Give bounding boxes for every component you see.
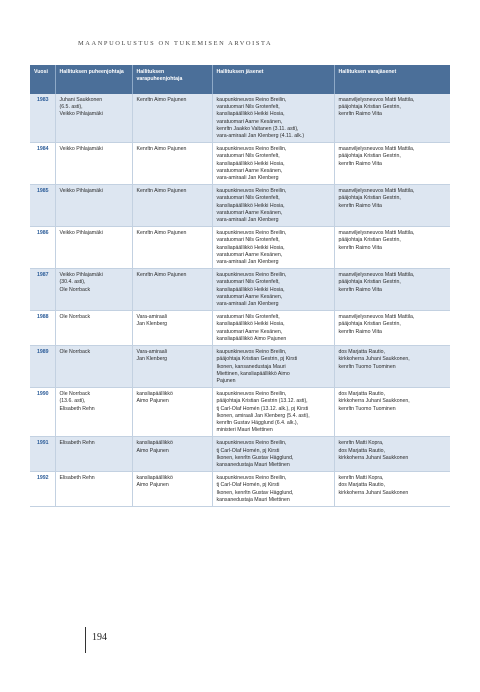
- cell-text-line: kenrltn Raimo Viita: [338, 202, 382, 209]
- cell-text-line: Veikko Pihlajamäki: [59, 188, 103, 195]
- deputy-members-cell: [334, 311, 450, 346]
- members-cell: [212, 346, 334, 388]
- cell-text-line: kansliapäällikkö Heikki Hosia,: [216, 286, 285, 293]
- cell-text-line: kaupunkineuvos Reino Breilin,: [216, 272, 287, 279]
- cell-text-line: kaupunkineuvos Reino Breilin,: [216, 230, 287, 237]
- year-cell: 1992: [30, 472, 55, 507]
- cell-text-line: varatuomari Nils Grotenfelt,: [216, 104, 280, 111]
- cell-text-line: varatuomari Nils Grotenfelt,: [216, 314, 280, 321]
- members-cell: [212, 437, 334, 472]
- cell-text-line: Pajunen: [216, 377, 236, 384]
- cell-text-line: pääjohtaja Kristian Gestrin,: [338, 195, 401, 202]
- table-row: [30, 437, 450, 472]
- cell-text-line: varatuomari Nils Grotenfelt,: [216, 153, 280, 160]
- vice-chair-cell: [132, 472, 212, 507]
- column-header-deputy-members: Hallituksen varajäsenet: [334, 65, 450, 94]
- cell-text-line: ministeri Mauri Miettinen: [216, 427, 273, 434]
- cell-text-line: kaupunkineuvos Reino Breilin,: [216, 97, 287, 103]
- cell-text-line: varatuomari Nils Grotenfelt,: [216, 195, 280, 202]
- cell-text-line: vara-amiraali Jan Klenberg: [216, 259, 279, 266]
- cell-text-line: Veikko Pihlajamäki: [59, 111, 103, 118]
- cell-text-line: varatuomari Aarne Kesänen,: [216, 293, 283, 300]
- vice-chair-cell: [132, 269, 212, 311]
- cell-text-line: kenrltn Tuomo Tuominen: [338, 363, 396, 370]
- cell-text-line: Veikko Pihlajamäki: [59, 230, 103, 237]
- cell-text-line: kenrltn Raimo Viita: [338, 328, 382, 335]
- chair-cell: [55, 269, 132, 311]
- cell-text-line: kenrltn Matti Kopra,: [338, 440, 384, 447]
- cell-text-line: Jan Klenberg: [136, 321, 168, 328]
- cell-text-line: varatuomari Aarne Kesänen,: [216, 251, 283, 258]
- cell-text-line: varatuomari Nils Grotenfelt,: [216, 279, 280, 286]
- chair-cell: [55, 185, 132, 227]
- table-row: [30, 388, 450, 437]
- chair-cell: [55, 227, 132, 269]
- cell-text-line: pääjohtaja Kristian Gestrin (13.12. asti),: [216, 398, 308, 405]
- cell-text-line: Elisabeth Rehn: [59, 405, 95, 412]
- year-cell: 1985: [30, 185, 55, 227]
- members-cell: [212, 472, 334, 507]
- deputy-members-cell: [334, 269, 450, 311]
- page-number-rule: [85, 627, 86, 653]
- cell-text-line: kenrltn Raimo Viita: [338, 286, 382, 293]
- cell-text-line: kansanedustaja Mauri Miettinen: [216, 496, 290, 503]
- vice-chair-cell: [132, 94, 212, 143]
- members-cell: [212, 143, 334, 185]
- chair-cell: [55, 346, 132, 388]
- table-row: [30, 227, 450, 269]
- cell-text-line: kenrltn Tuomo Tuominen: [338, 405, 396, 412]
- cell-text-line: (13.6. asti),: [59, 398, 86, 405]
- cell-text-line: kaupunkineuvos Reino Breilin,: [216, 391, 287, 398]
- deputy-members-cell: [334, 388, 450, 437]
- cell-text-line: dos Marjatta Rautio,: [338, 391, 385, 398]
- deputy-members-cell: [334, 346, 450, 388]
- cell-text-line: maanviljelysneuvos Matti Mattila,: [338, 314, 415, 321]
- chair-cell: [55, 388, 132, 437]
- deputy-members-cell: [334, 143, 450, 185]
- table-row: [30, 346, 450, 388]
- cell-text-line: pääjohtaja Kristian Gestrin,: [338, 153, 401, 160]
- deputy-members-cell: [334, 472, 450, 507]
- deputy-members-cell: [334, 185, 450, 227]
- table-row: [30, 472, 450, 507]
- year-cell: 1983: [30, 94, 55, 143]
- cell-text-line: pääjohtaja Kristian Gestrin,: [338, 237, 401, 244]
- cell-text-line: Kenrltn Aimo Pajunen: [136, 230, 187, 237]
- table-row: [30, 185, 450, 227]
- cell-text-line: Aimo Pajunen: [136, 482, 169, 489]
- cell-text-line: Ikonen, kansanedustaja Mauri: [216, 363, 286, 370]
- cell-text-line: Vara-amiraali: [136, 314, 167, 321]
- chair-cell: [55, 472, 132, 507]
- chair-cell: [55, 143, 132, 185]
- members-cell: [212, 94, 334, 143]
- cell-text-line: Ole Norrback: [59, 349, 91, 356]
- vice-chair-cell: [132, 143, 212, 185]
- cell-text-line: kenrltn Gustav Hägglund (6.4. alk.),: [216, 419, 299, 426]
- cell-text-line: kaupunkineuvos Reino Breilin,: [216, 475, 287, 482]
- running-head: MAANPUOLUSTUS ON TUKEMISEN ARVOISTA: [78, 40, 273, 47]
- cell-text-line: Elisabeth Rehn: [59, 440, 95, 447]
- cell-text-line: kenrltn Jaakko Valtanen (3.11. asti),: [216, 125, 299, 132]
- cell-text-line: maanviljelysneuvos Matti Mattila,: [338, 146, 415, 153]
- board-members-table: [30, 65, 450, 507]
- members-cell: [212, 185, 334, 227]
- cell-text-line: pääjohtaja Kristian Gestrin,: [338, 321, 401, 328]
- cell-text-line: dos Marjatta Rautio,: [338, 349, 385, 356]
- cell-text-line: vara-amiraali Jan Klenberg: [216, 301, 279, 308]
- table-body: [30, 94, 450, 506]
- cell-text-line: tj Carl-Olaf Homén (13.12. alk.), pj Kirsti: [216, 405, 309, 412]
- deputy-members-cell: [334, 227, 450, 269]
- cell-text-line: varatuomari Nils Grotenfelt,: [216, 237, 280, 244]
- cell-text-line: kirkkoherra Juhani Saukkonen: [338, 489, 409, 496]
- chair-cell: [55, 437, 132, 472]
- cell-text-line: (30.4. asti),: [59, 279, 86, 286]
- cell-text-line: kaupunkineuvos Reino Breilin,: [216, 440, 287, 447]
- cell-text-line: kirkkoherra Juhani Saukkonen: [338, 454, 409, 461]
- cell-text-line: Juhani Saukkonen: [59, 97, 103, 103]
- cell-text-line: tj Carl-Olaf Homén, pj Kirsti: [216, 447, 280, 454]
- cell-text-line: Jan Klenberg: [136, 356, 168, 363]
- cell-text-line: Ikonen, kenrltn Gustav Hägglund,: [216, 489, 294, 496]
- members-cell: [212, 311, 334, 346]
- cell-text-line: maanviljelysneuvos Matti Mattila,: [338, 230, 415, 237]
- vice-chair-cell: [132, 388, 212, 437]
- deputy-members-cell: [334, 94, 450, 143]
- column-header-chair: Hallituksen puheenjohtaja: [55, 65, 132, 94]
- cell-text-line: kenrltn Matti Kopra,: [338, 475, 384, 482]
- vice-chair-cell: [132, 185, 212, 227]
- column-header-members: Hallituksen jäsenet: [212, 65, 334, 94]
- table-row: [30, 269, 450, 311]
- year-cell: 1987: [30, 269, 55, 311]
- table-row: [30, 143, 450, 185]
- cell-text-line: kansliapäällikkö Heikki Hosia,: [216, 202, 285, 209]
- cell-text-line: varatuomari Aarne Kesänen,: [216, 209, 283, 216]
- cell-text-line: kansliapäällikkö: [136, 475, 173, 482]
- table-row: [30, 94, 450, 143]
- cell-text-line: kenrltn Raimo Viita: [338, 111, 382, 118]
- cell-text-line: kansliapäällikkö Heikki Hosia,: [216, 111, 285, 118]
- cell-text-line: Elisabeth Rehn: [59, 475, 95, 482]
- members-cell: [212, 269, 334, 311]
- cell-text-line: vara-amiraali Jan Klenberg: [216, 175, 279, 182]
- cell-text-line: kenrltn Raimo Viita: [338, 244, 382, 251]
- cell-text-line: (6.5. asti),: [59, 104, 83, 111]
- year-cell: 1984: [30, 143, 55, 185]
- year-cell: 1990: [30, 388, 55, 437]
- cell-text-line: pääjohtaja Kristian Gestrin,: [338, 104, 401, 111]
- cell-text-line: vara-amiraali Jan Klenberg (4.11. alk.): [216, 133, 305, 140]
- column-header-year: Vuosi: [30, 65, 55, 94]
- cell-text-line: kansliapäällikkö Aimo Pajunen: [216, 335, 287, 342]
- vice-chair-cell: [132, 311, 212, 346]
- cell-text-line: Ikonen, kenrltn Gustav Hägglund,: [216, 454, 294, 461]
- year-cell: 1986: [30, 227, 55, 269]
- cell-text-line: varatuomari Aarne Kesänen,: [216, 118, 283, 125]
- cell-text-line: Kenrltn Aimo Pajunen: [136, 188, 187, 195]
- cell-text-line: kansliapäällikkö: [136, 391, 173, 398]
- year-cell: 1988: [30, 311, 55, 346]
- cell-text-line: kaupunkineuvos Reino Breilin,: [216, 146, 287, 153]
- cell-text-line: Miettinen, kansliapäällikkö Aimo: [216, 370, 290, 377]
- cell-text-line: Aimo Pajunen: [136, 447, 169, 454]
- cell-text-line: pääjohtaja Kristian Gestrin,: [338, 279, 401, 286]
- cell-text-line: Aimo Pajunen: [136, 398, 169, 405]
- cell-text-line: kansliapäällikkö: [136, 440, 173, 447]
- table-header-row: [30, 65, 450, 94]
- cell-text-line: tj Carl-Olaf Homén, pj Kirsti: [216, 482, 280, 489]
- vice-chair-cell: [132, 437, 212, 472]
- cell-text-line: Kenrltn Aimo Pajunen: [136, 272, 187, 279]
- vice-chair-cell: [132, 346, 212, 388]
- cell-text-line: kansanedustaja Mauri Miettinen: [216, 461, 290, 468]
- cell-text-line: varatuomari Aarne Kesänen,: [216, 328, 283, 335]
- cell-text-line: pääjohtaja Kristian Gestrin, pj Kirsti: [216, 356, 298, 363]
- deputy-members-cell: [334, 437, 450, 472]
- cell-text-line: kaupunkineuvos Reino Breilin,: [216, 349, 287, 356]
- year-cell: 1991: [30, 437, 55, 472]
- column-header-vice-chair: Hallituksen varapuheenjohtaja: [132, 65, 212, 94]
- cell-text-line: maanviljelysneuvos Matti Mattila,: [338, 97, 415, 103]
- chair-cell: [55, 311, 132, 346]
- members-cell: [212, 388, 334, 437]
- cell-text-line: Kenrltn Aimo Pajunen: [136, 97, 187, 103]
- cell-text-line: Ole Norrback: [59, 286, 91, 293]
- cell-text-line: kansliapäällikkö Heikki Hosia,: [216, 321, 285, 328]
- cell-text-line: Veikko Pihlajamäki: [59, 272, 103, 279]
- cell-text-line: kansliapäällikkö Heikki Hosia,: [216, 244, 285, 251]
- cell-text-line: Ole Norrback: [59, 391, 91, 398]
- page-number: 194: [92, 632, 107, 643]
- cell-text-line: Kenrltn Aimo Pajunen: [136, 146, 187, 153]
- cell-text-line: maanviljelysneuvos Matti Mattila,: [338, 272, 415, 279]
- cell-text-line: Veikko Pihlajamäki: [59, 146, 103, 153]
- cell-text-line: kirkkoherra Juhani Saukkonen,: [338, 398, 410, 405]
- cell-text-line: Ikonen, amiraali Jan Klenberg (5.4. asti),: [216, 412, 310, 419]
- cell-text-line: maanviljelysneuvos Matti Mattila,: [338, 188, 415, 195]
- year-cell: 1989: [30, 346, 55, 388]
- cell-text-line: varatuomari Aarne Kesänen,: [216, 167, 283, 174]
- cell-text-line: Vara-amiraali: [136, 349, 167, 356]
- cell-text-line: Ole Norrback: [59, 314, 91, 321]
- members-cell: [212, 227, 334, 269]
- cell-text-line: kenrltn Raimo Viita: [338, 160, 382, 167]
- cell-text-line: kirkkoherra Juhani Saukkonen,: [338, 356, 410, 363]
- vice-chair-cell: [132, 227, 212, 269]
- cell-text-line: dos Marjatta Rautio,: [338, 482, 385, 489]
- cell-text-line: vara-amiraali Jan Klenberg: [216, 217, 279, 224]
- cell-text-line: kansliapäällikkö Heikki Hosia,: [216, 160, 285, 167]
- cell-text-line: dos Marjatta Rautio,: [338, 447, 385, 454]
- chair-cell: [55, 94, 132, 143]
- cell-text-line: kaupunkineuvos Reino Breilin,: [216, 188, 287, 195]
- table-row: [30, 311, 450, 346]
